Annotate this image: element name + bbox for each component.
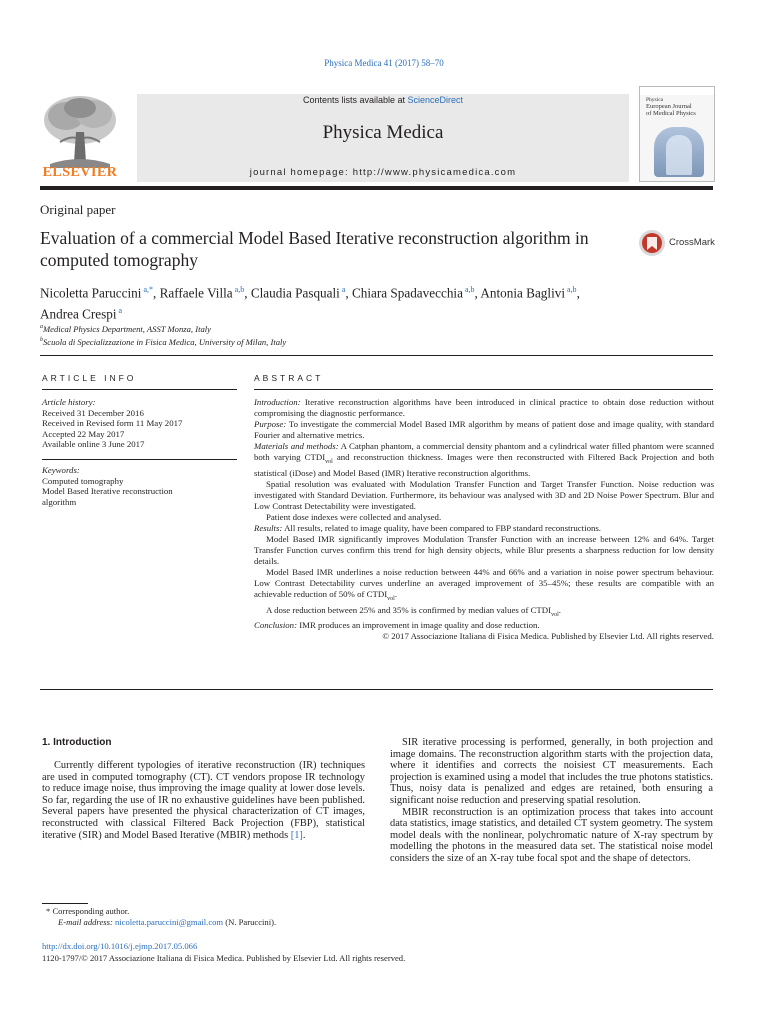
homepage-prefix: journal homepage: [249,167,353,178]
abstract-methods-2: Spatial resolution was evaluated with Modulation Transfer Function and Target Transfer Function. Noise reduction was investigated with Standard Deviation. Furthermore, its behaviour was analysed with 3D and 2D Noise Power Spectrum. Blur and Low Contrast Detectability were investigated. [254,478,714,511]
contents-prefix: Contents lists available at [302,95,408,105]
results-label: Results: [254,522,283,533]
keyword: Model Based Iterative reconstruction algorithm [42,486,173,507]
info-divider [42,459,237,460]
keyword: Computed tomography [42,475,124,486]
journal-citation[interactable]: Physica Medica 41 (2017) 58–70 [324,58,444,68]
affiliation-text: Medical Physics Department, ASST Monza, Italy [43,323,211,334]
history-label: Article history: [42,397,96,407]
mbir-paragraph: MBIR reconstruction is an optimization process that takes into account data statistics, image statistics, and detailed CT system geometry. The system model deals with the nonlinear, polychromatic nature of X-ray spectrum by modelling the photons in the measured data set. The statistical noise model considers the size of an X-ray tube focal spot and the shape of detectors. [390,806,713,864]
corresponding-author-footnote [42,906,372,928]
crossmark-badge[interactable] [638,229,718,257]
doi-block [42,940,642,964]
author-affil-marks[interactable]: a,b [567,285,577,294]
vol-subscript: vol [325,458,333,465]
abstract-results-4-end: . [558,604,561,615]
author-affil-marks[interactable]: a [118,306,123,316]
cover-line-3: of Medical Physics [646,110,696,117]
title-rule [40,355,713,356]
author-name[interactable]: Antonia Baglivi [480,285,565,301]
purpose-label: Purpose: [254,419,287,429]
abstract-intro: Iterative reconstruction algorithms have been introduced in clinical practice to obtain dose reduction without compromising the diagnostic performance. [254,397,714,418]
author-name[interactable]: Andrea Crespi [40,306,117,322]
info-heading-rule [42,389,237,390]
vol-subscript: vol [387,595,395,602]
history-item: Received in Revised form 11 May 2017 [42,418,183,429]
email-suffix: (N. Paruccini). [225,917,277,927]
abstract-heading-rule [254,389,713,390]
abstract-copyright: © 2017 Associazione Italiana di Fisica Medica. Published by Elsevier Ltd. All rights reserved. [382,631,714,642]
cover-line-1: Physica [646,97,664,103]
email-label: E-mail address: [58,917,113,927]
author-name[interactable]: Chiara Spadavecchia [351,285,463,301]
abstract-results-3: Model Based IMR underlines a noise reduction between 44% and 66% and a variation in noise power spectrum behaviour. Low Contrast Detectability curves underline an averaged improvement of 35–45%; these results are compatible with an achievable reduction of 50% of CTDI [254,566,714,599]
sciencedirect-link[interactable]: ScienceDirect [407,95,464,105]
sir-paragraph: SIR iterative processing is performed, generally, in both projection and image domains. The reconstruction algorithm starts with the projection data, where it identifies and corrects the noisiest CT measurements. Each projection is examined using a model that includes the true photons statistics. Thus, noisy data is penalized and edges are retained, both ensuring a significant noise reduction and preserving spatial resolution. [390,737,713,806]
footnote-line-1: * Corresponding author. [46,906,130,916]
reference-link[interactable]: [1] [290,829,303,841]
abstract-results-3-end: . [394,588,398,599]
body-left-column [42,760,365,841]
header-rule [40,186,713,190]
contents-line [137,95,629,105]
abstract-results-2: Model Based IMR significantly improves Modulation Transfer Function with an increase between 12% and 64%. Target Transfer Function curves confirm this trend for high density objects, while Blur presents a sharpness reduction for low density details. [254,533,714,566]
affiliation-mark: a [40,324,43,330]
cover-line-2: European Journal [646,103,692,110]
corresponding-label: Corresponding author. [52,906,130,916]
email-link[interactable]: nicoletta.paruccini@gmail.com [114,917,224,927]
abstract-purpose: To investigate the commercial Model Based IMR algorithm by means of patient dose and image quality, with standard Fourier and alternative metrics. [254,419,714,440]
abstract-methods: A Catphan phantom, a commercial density phantom and a cylindrical water filled phantom were scanned both varying CTDI [254,441,714,462]
author-affil-marks[interactable]: a,* [143,285,153,294]
crossmark-label: CrossMark [669,237,715,248]
footnote-rule [42,903,88,904]
intro-paragraph: Currently different typologies of iterative reconstruction (IR) techniques are used in computed tomography (CT). CT vendors propose IR technology to reduce image noise, thus improving the image quality at lower dose levels. So far, regarding the use of IR no exhaustive guidelines have been published. Several papers have presented the physical characterization of CT images, reconstructed with classical Filtered Back Projection (FBP), statistical iterative (SIR) and Model Based Iterative (MBIR) methods [42,760,365,841]
homepage-url[interactable]: http://www.physicamedica.com [352,167,517,178]
affiliation-b [40,335,640,348]
article-info-heading: ARTICLE INFO [42,373,137,383]
author-affil-marks[interactable]: a,b [464,285,475,294]
crossmark-icon [638,229,666,257]
history-item: Received 31 December 2016 [42,407,144,418]
journal-title[interactable]: Physica Medica [322,122,444,143]
journal-homepage [137,167,629,178]
history-item: Accepted 22 May 2017 [42,428,125,439]
history-item: Available online 3 June 2017 [42,439,145,450]
article-title: Evaluation of a commercial Model Based Iterative reconstruction algorithm in computed tomography [40,228,589,270]
affiliation-a [40,322,640,335]
affiliations [40,322,640,348]
paragraph-end: . [302,829,306,841]
abstract-body [254,397,714,642]
affiliation-mark: b [40,336,43,343]
abstract-heading: ABSTRACT [254,373,324,383]
abstract-methods-3: Patient dose indexes were collected and analysed. [266,511,442,522]
author-affil-marks[interactable]: a [341,285,346,294]
doi-link[interactable]: http://dx.doi.org/10.1016/j.ejmp.2017.05.066 [42,941,198,951]
body-right-column [390,737,713,865]
author-name[interactable]: Claudia Pasquali [250,285,340,301]
abstract-methods-cont: and reconstruction thickness. Images were then reconstructed with Filtered Back Projection and both statistical (iDose) and Model Based (IMR) Iterative reconstruction algorithms. [254,452,714,478]
keywords-label: Keywords: [42,464,80,475]
abstract-results-4: A dose reduction between 25% and 35% is confirmed by median values of CTDI [266,604,552,615]
author-affil-marks[interactable]: a,b [234,285,245,294]
vol-subscript: vol [551,611,559,618]
abstract-conclusion: IMR produces an improvement in image quality and dose reduction. [299,620,540,631]
article-info [42,397,237,507]
author-list: Nicoletta Paruccini $^{a,*}$, Raffaele Villa $^{a,b}$, Claudia Pasquali $^a$, Chiara Spadavecchia $^{a,b}$, Antonia Baglivi $^{a,b}$, Andrea Crespi $^a$ [40,285,580,322]
methods-label: Materials and methods: [254,441,339,451]
section-heading-introduction: 1. Introduction [42,737,112,748]
elsevier-wordmark: ELSEVIER [42,165,118,180]
abstract-end-rule [40,689,713,690]
author-name[interactable]: Raffaele Villa [159,285,233,301]
author-name[interactable]: Nicoletta Paruccini [40,285,142,301]
footnote-line-2 [42,917,372,928]
journal-cover-image[interactable] [639,86,715,182]
conclusion-label: Conclusion: [254,620,298,631]
issn-copyright: 1120-1797/© 2017 Associazione Italiana di Fisica Medica. Published by Elsevier Ltd. All rights reserved. [42,953,406,963]
affiliation-text: Scuola di Specializzazione in Fisica Medica, University of Milan, Italy [43,336,287,347]
abstract-results: All results, related to image quality, have been compared to FBP standard reconstructions. [284,522,601,533]
article-type: Original paper [40,202,116,217]
intro-label: Introduction: [254,397,301,407]
